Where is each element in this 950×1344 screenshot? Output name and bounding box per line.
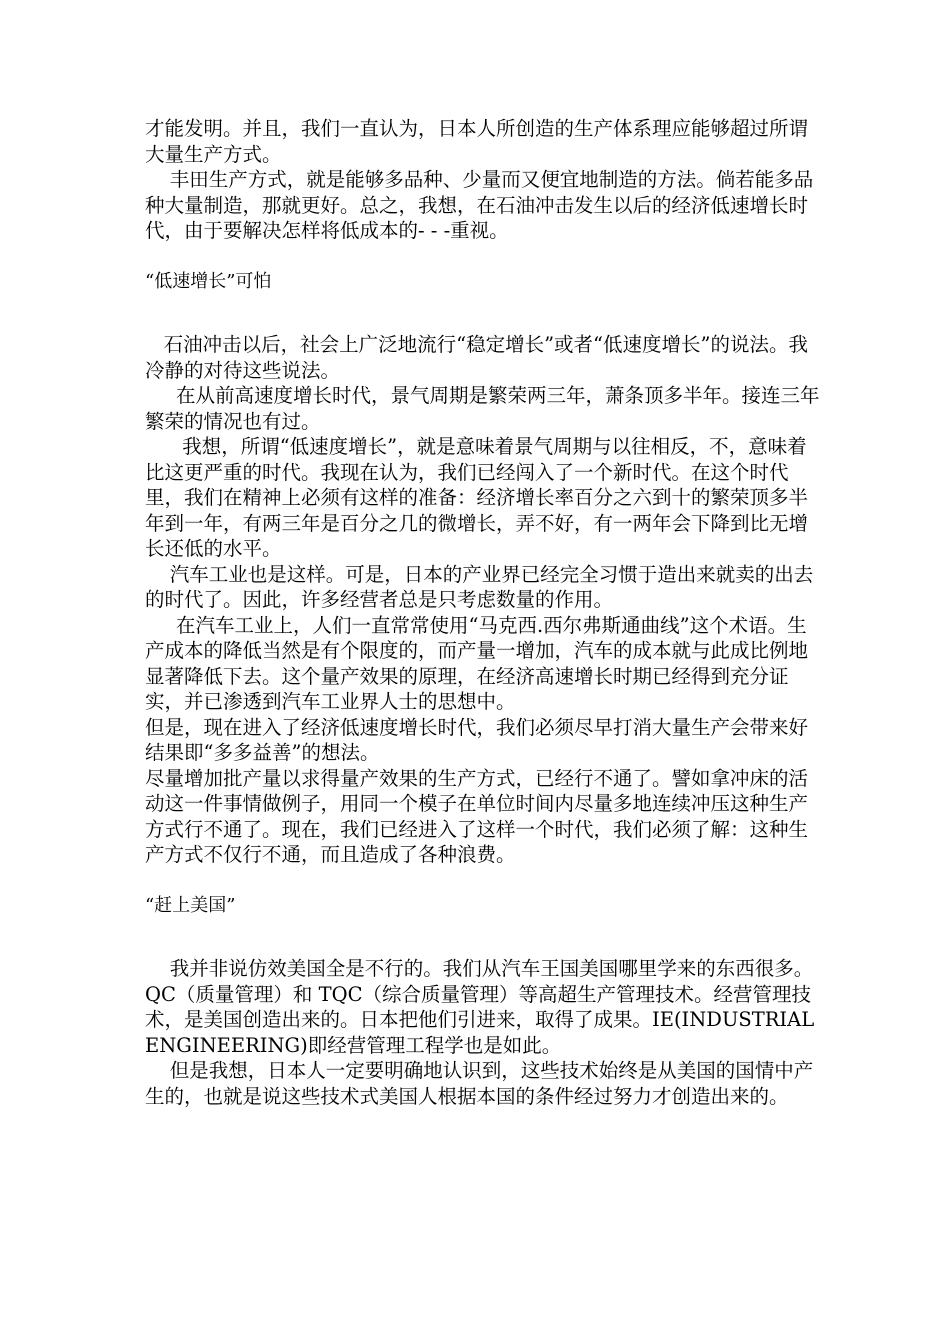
body-paragraph: 尽量增加批产量以求得量产效果的生产方式，已经行不通了。譬如拿冲床的活动这一件事情做例子，用同一个模子在单位时间内尽量多地连续冲压这种生产方式行不通了。现在，我们已经进入了这样一个时代，我们必须了解：这种生产方式不仅行不通，而且造成了各种浪费。 (145, 766, 809, 866)
body-paragraph: 我想，所谓“低速度增长”，就是意味着景气周期与以往相反，不，意味着比这更严重的时代。我现在认为，我们已经闯入了一个新时代。在这个时代里，我们在精神上必须有这样的准备：经济增长率百分之六到十的繁荣顶多半年到一年，有两三年是百分之几的微增长，弄不好，有一两年会下降到比无增长还低的水平。 (145, 435, 809, 560)
section-heading-low-growth: “低速增长”可怕 (145, 270, 272, 292)
document-page (145, 116, 825, 1109)
body-paragraph: 汽车工业也是这样。可是，日本的产业界已经完全习惯于造出来就卖的出去的时代了。因此，许多经营者总是只考虑数量的作用。 (145, 562, 814, 611)
body-paragraph: 才能发明。并且，我们一直认为，日本人所创造的生产体系理应能够超过所谓大量生产方式。 (145, 117, 809, 166)
spacer (145, 244, 825, 269)
spacer (145, 294, 825, 332)
body-paragraph: 我并非说仿效美国全是不行的。我们从汽车王国美国哪里学来的东西很多。QC（质量管理）和 TQC（综合质量管理）等高超生产管理技术。经营管理技术，是美国创造出来的。日本把他们引进来，取得了成果。IE(INDUSTRIAL ENGINEERING)即经营管理工程学也是如此。 (145, 957, 827, 1057)
section-heading-catch-up-america: “赶上美国” (145, 894, 236, 916)
body-paragraph: 在汽车工业上，人们一直常常使用“马克西.西尔弗斯通曲线”这个术语。生产成本的降低当然是有个限度的，而产量一增加，汽车的成本就与此成比例地显著降低下去。这个量产效果的原理，在经济高速增长时期已经得到充分证实，并已渗透到汽车工业界人士的思想中。 (145, 613, 809, 713)
body-paragraph: 石油冲击以后，社会上广泛地流行“稳定增长”或者“低速度增长”的说法。我冷静的对待这些说法。 (145, 333, 808, 382)
spacer (145, 868, 825, 893)
body-paragraph: 在从前高速度增长时代，景气周期是繁荣两三年，萧条顶多半年。接连三年繁荣的情况也有过。 (145, 384, 820, 433)
body-paragraph: 但是我想，日本人一定要明确地认识到，这些技术始终是从美国的国情中产生的，也就是说这些技术式美国人根据本国的条件经过努力才创造出来的。 (145, 1059, 814, 1108)
spacer (145, 918, 825, 956)
body-paragraph: 丰田生产方式，就是能够多品种、少量而又便宜地制造的方法。倘若能多品种大量制造，那就更好。总之，我想，在石油冲击发生以后的经济低速增长时代，由于要解决怎样将低成本的- - -重视。 (145, 168, 814, 242)
body-paragraph: 但是，现在进入了经济低速度增长时代，我们必须尽早打消大量生产会带来好结果即“多多益善”的想法。 (145, 715, 809, 764)
